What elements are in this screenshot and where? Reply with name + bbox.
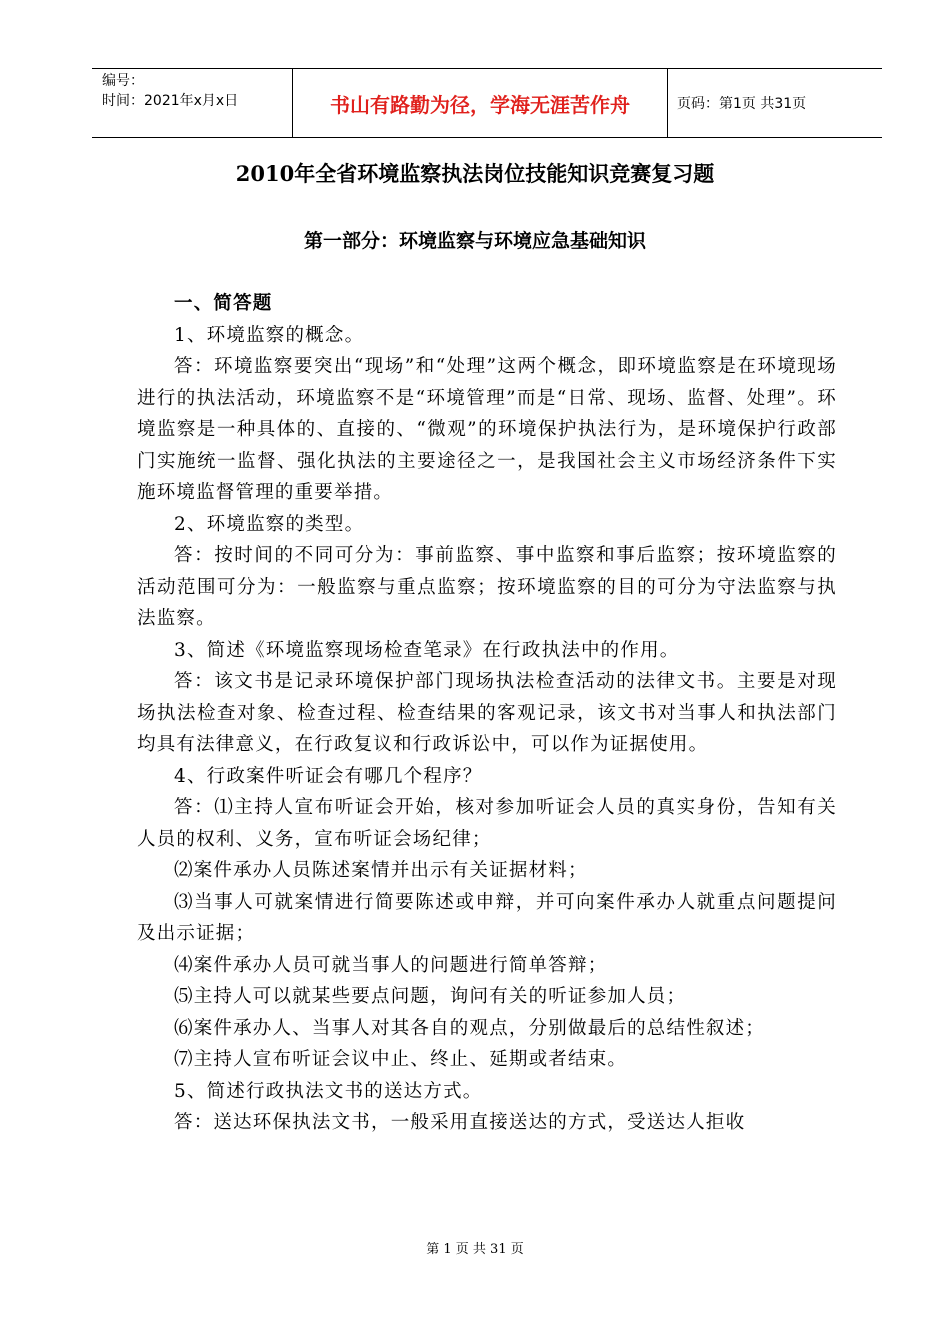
document-title: 2010年全省环境监察执法岗位技能知识竞赛复习题 [235, 161, 715, 186]
document-subtitle: 第一部分：环境监察与环境应急基础知识 [303, 230, 646, 252]
section-heading: 一、简答题 [174, 293, 273, 314]
page-header [92, 68, 882, 138]
answer-4-step-4: ⑷案件承办人员可就当事人的问题进行简单答辩； [174, 954, 608, 976]
answer-3: 答：该文书是记录环境保护部门现场执法检查活动的法律文书。主要是对现场执法检查对象、检查过程、检查结果的客观记录，该文书对当事人和执法部门均具有法律意义，在行政复议和行政诉讼中，可以作为证据使用。 [137, 671, 837, 755]
document-body [137, 288, 837, 1139]
answer-4-step-1: 答：⑴主持人宣布听证会开始，核对参加听证会人员的真实身份，告知有关人员的权利、义务，宣布听证会场纪律； [137, 797, 837, 850]
answer-4-step-5: ⑸主持人可以就某些要点问题，询问有关的听证参加人员； [174, 986, 687, 1007]
code-label: 编号： [102, 73, 144, 89]
question-4: 4、行政案件听证会有哪几个程序？ [174, 765, 483, 787]
question-2: 2、环境监察的类型。 [174, 513, 365, 535]
answer-1: 答：环境监察要突出“现场”和“处理”这两个概念，即环境监察是在环境现场进行的执法活动，环境监察不是“环境管理”而是“日常、现场、监督、处理”。环境监察是一种具体的、直接的、“微观”的环境保护执法行为，是环境保护行政部门实施统一监督、强化执法的主要途径之一，是我国社会主义市场经济条件下实施环境监督管理的重要举措。 [137, 356, 837, 503]
answer-4-step-7: ⑺主持人宣布听证会议中止、终止、延期或者结束。 [174, 1049, 628, 1070]
question-5: 5、简述行政执法文书的送达方式。 [174, 1080, 483, 1102]
header-motto: 书山有路勤为径，学海无涯苦作舟 [292, 69, 668, 137]
answer-4-step-2: ⑵案件承办人员陈述案情并出示有关证据材料； [174, 860, 588, 881]
answer-4-step-6: ⑹案件承办人、当事人对其各自的观点，分别做最后的总结性叙述； [174, 1017, 766, 1039]
header-meta [92, 69, 292, 137]
question-3: 3、简述《环境监察现场检查笔录》在行政执法中的作用。 [174, 639, 680, 661]
page-footer: 第 1 页 共 31 页 [426, 1242, 524, 1257]
answer-5: 答：送达环保执法文书，一般采用直接送达的方式，受送达人拒收 [174, 1112, 746, 1133]
time-label: 时间：2021年x月x日 [102, 93, 239, 109]
answer-4-step-3: ⑶当事人可就案情进行简要陈述或申辩，并可向案件承办人就重点问题提问及出示证据； [137, 891, 837, 944]
header-page-info: 页码：第1页 共31页 [677, 96, 807, 112]
answer-2: 答：按时间的不同可分为：事前监察、事中监察和事后监察；按环境监察的活动范围可分为：一般监察与重点监察；按环境监察的目的可分为守法监察与执法监察。 [137, 545, 837, 629]
question-1: 1、环境监察的概念。 [174, 324, 365, 346]
